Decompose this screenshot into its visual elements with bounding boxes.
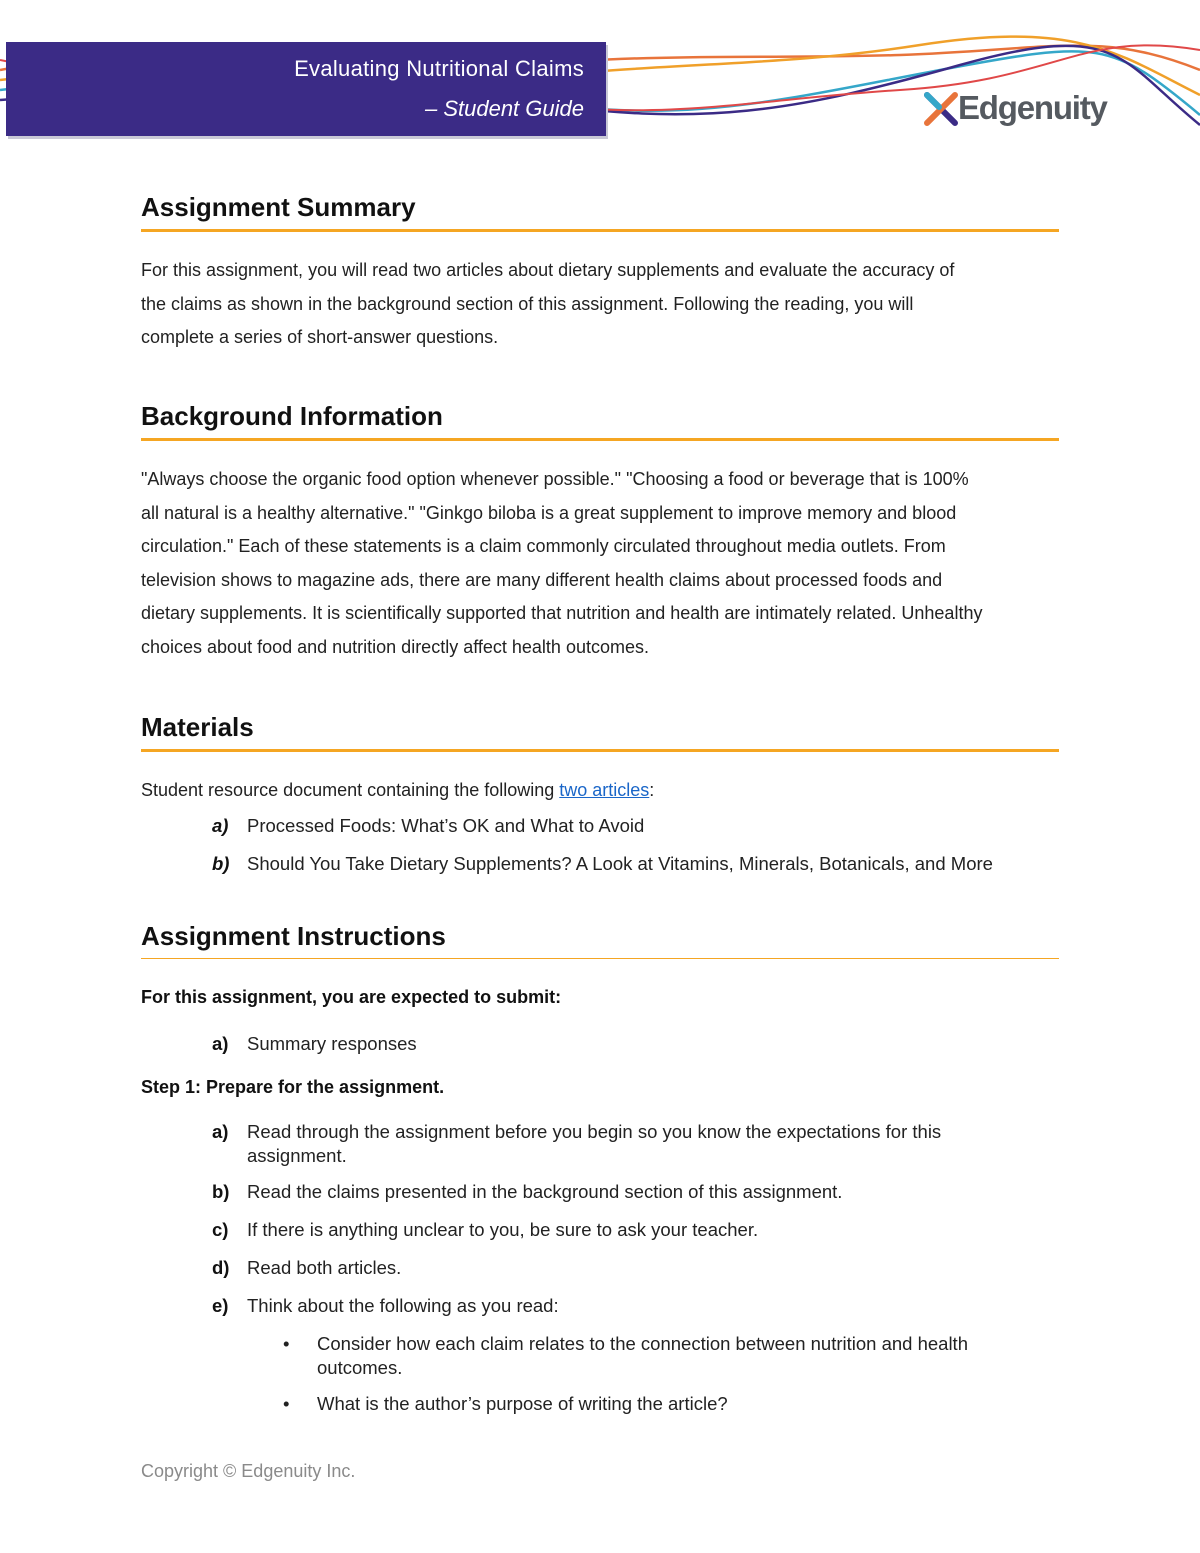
two-articles-link[interactable]: two articles [559,780,650,800]
background-line: circulation." Each of these statements is a claim commonly circulated throughout media outlets. From [141,536,946,556]
materials-intro-colon: : [649,780,655,800]
bullet-text: Consider how each claim relates to the connection between nutrition and health [317,1333,968,1354]
section-heading: Materials [141,712,1059,752]
list-item-text-continued: assignment. [247,1145,347,1166]
list-marker: d) [212,1257,230,1278]
background-line: television shows to magazine ads, there are many different health claims about processed foods and [141,569,943,590]
list-item-text: Read through the assignment before you begin so you know the expectations for this [247,1121,942,1142]
list-item [141,1032,1059,1056]
bullet-icon: • [283,1393,290,1414]
materials-section [141,712,1059,876]
list-item [141,852,1059,876]
list-item [141,1218,1059,1242]
bullet-list [141,1332,1059,1416]
assignment-summary-section [141,192,1059,355]
list-item [141,1120,1059,1168]
document-subtitle: – Student Guide [424,96,584,121]
bullet-icon: • [283,1333,290,1354]
background-line: dietary supplements. It is scientifically supported that nutrition and health are intimately related. Unhealthy [141,603,983,623]
list-item-text: Think about the following as you read: [247,1295,559,1316]
background-line: choices about food and nutrition directly affect health outcomes. [141,636,649,657]
materials-intro-text: Student resource document containing the following [141,780,560,800]
bullet-text: What is the author’s purpose of writing the article? [317,1393,728,1414]
list-item [141,1256,1059,1280]
copyright-footer: Copyright © Edgenuity Inc. [141,1461,356,1481]
background-information-section [141,401,1059,664]
summary-line: complete a series of short-answer questions. [141,327,499,347]
list-marker: a) [212,814,229,836]
bullet-item [141,1392,1059,1416]
materials-list [141,814,1059,876]
list-item [141,1180,1059,1204]
list-marker: a) [212,1033,229,1054]
list-item [141,1294,1059,1318]
bullet-item [141,1332,1059,1380]
step1-label: Step 1: Prepare for the assignment. [141,1077,445,1097]
summary-line: the claims as shown in the background section of this assignment. Following the reading, you will [141,293,914,314]
section-heading: Assignment Instructions [141,921,1059,959]
section-heading: Background Information [141,401,1059,441]
list-marker: c) [212,1219,229,1240]
edgenuity-x-icon [924,92,958,126]
list-item [141,814,1059,838]
list-marker: a) [212,1121,229,1142]
list-item-text: Read the claims presented in the background section of this assignment. [247,1181,843,1202]
summary-line: For this assignment, you will read two articles about dietary supplements and evaluate the accuracy of [141,260,955,280]
submit-list [141,1032,1059,1056]
logo-wordmark: Edgenuity [958,89,1107,126]
step1-list [141,1120,1059,1318]
materials-intro [141,774,1059,808]
assignment-instructions-section [141,921,1059,1416]
list-marker: e) [212,1295,229,1316]
section-heading: Assignment Summary [141,192,1059,232]
document-title: Evaluating Nutritional Claims [294,56,584,81]
list-item-text: Processed Foods: What’s OK and What to Avoid [247,814,645,836]
list-item-text: Summary responses [247,1033,417,1054]
list-marker: b) [212,852,230,874]
edgenuity-logo [924,88,1114,132]
list-item-text: Should You Take Dietary Supplements? A Look at Vitamins, Minerals, Botanicals, and More [247,852,993,874]
title-banner [6,42,606,136]
submit-label: For this assignment, you are expected to submit: [141,987,562,1007]
background-line: "Always choose the organic food option whenever possible." "Choosing a food or beverage that is 100% [141,469,969,489]
list-marker: b) [212,1181,230,1202]
list-item-text: Read both articles. [247,1257,402,1278]
bullet-text-continued: outcomes. [317,1357,403,1378]
background-line: all natural is a healthy alternative." "Ginkgo biloba is a great supplement to improve memory and blood [141,502,957,523]
list-item-text: If there is anything unclear to you, be sure to ask your teacher. [247,1219,759,1240]
